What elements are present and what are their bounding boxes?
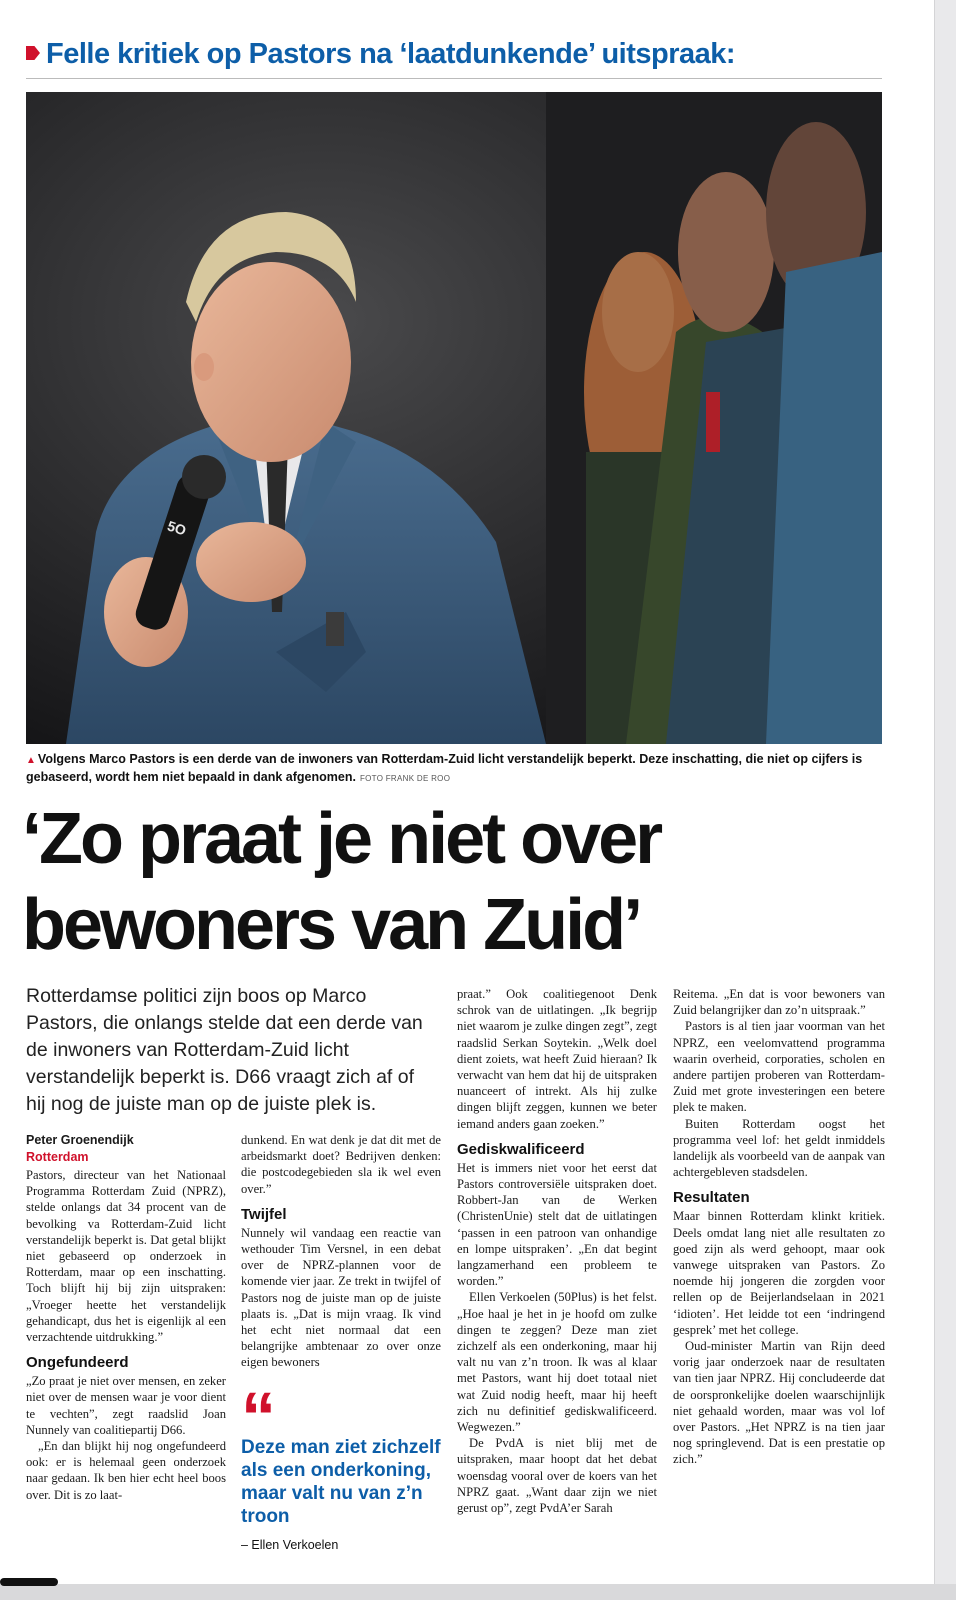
headline-line-1: ‘Zo praat je niet over [22, 799, 661, 879]
home-indicator[interactable] [0, 1578, 58, 1586]
kicker-marker-icon [26, 46, 40, 60]
bottom-edge [0, 1584, 956, 1600]
paragraph: De PvdA is niet blij met de uitspraken, maar hoopt dat het debat woensdag vooral over de koers van het NPRZ gaat. „Want daar zijn we niet gerust op”, zegt PvdA’er Sarah [457, 1436, 657, 1516]
byline-author: Peter Groenendijk [26, 1133, 134, 1147]
photo-credit: FOTO FRANK DE ROO [359, 774, 451, 783]
paragraph: Het is immers niet voor het eerst dat Pastors controversiële uitspraken doet. Robbert-Jan van de Werken (ChristenUnie) stelt dat de uitlatingen ‘passen in een patroon van onhandige en lompe uitspraken’. „En dat begint langzamerhand een probleem te worden.” [457, 1160, 657, 1289]
subhead-gediskwalificeerd: Gediskwalificeerd [457, 1140, 585, 1158]
paragraph: Pastors is al tien jaar voorman van het NPRZ, een veelomvattend programma waarin overheid, corporaties, scholen en andere partijen proberen van Rotterdam-Zuid met grote investeringen een betere plek te maken. [673, 1019, 885, 1115]
paragraph: dunkend. En wat denk je dat dit met de arbeidsmarkt doet? Bedrijven denken: die postcodegebieden sla ik wel even over.” [241, 1133, 441, 1196]
paragraph: Ellen Verkoelen (50Plus) is het felst. „Hoe haal je het in je hoofd om zulke dingen te zeggen? Deze man ziet zichzelf als een onderkoning, maar hij valt nu van z’n troon. Ik was al klaar met Pastors, want hij doet totaal niet wat Zuid nodig heeft, maar hij heeft zich nu definitief gediskwalificeerd. Wegwezen.” [457, 1290, 657, 1435]
column-1 [26, 1167, 226, 1503]
column-2 [241, 1132, 441, 1371]
caption-triangle-icon: ▲ [26, 755, 36, 766]
photo-illustration [26, 92, 882, 744]
paragraph: Maar binnen Rotterdam klinkt kritiek. Deels omdat lang niet alle resultaten zo goed zijn als werd gehoopt, maar ook vanwege uitspraken van Pastors. Zo noemde hij jongeren die zorgden voor rellen op de Beijerlandselaan in 2021 ‘idioten’. Het leidde tot een ‘indringend gesprek’ met het college. [673, 1209, 885, 1337]
column-4 [673, 986, 885, 1468]
microphone-label: 5O [165, 517, 189, 539]
caption-text: Volgens Marco Pastors is een derde van de inwoners van Rotterdam-Zuid licht verstandelijk beperkt. Deze inschatting, die niet op cijfers is gebaseerd, wordt hem niet bepaald in dank afgenomen. [26, 752, 863, 784]
intro-paragraph: Rotterdamse politici zijn boos op Marco Pastors, die onlangs stelde dat een derde van de inwoners van Rotterdam-Zuid licht verstandelijk beperkt is. D66 vraagt zich af of hij nog de juiste man op de juiste plek is. [26, 985, 423, 1115]
paragraph: „En dan blijkt hij nog ongefundeerd ook: er is helemaal geen onderzoek naar gedaan. Ik ben hier echt heel boos over. Dit is zo laat- [26, 1439, 226, 1502]
pull-quote [241, 1378, 441, 1552]
subhead-ongefundeerd: Ongefundeerd [26, 1354, 129, 1372]
paragraph: „Zo praat je niet over mensen, en zeker niet over de mensen waar je voor dient te vechten”, zegt raadslid Joan Nunnely van coalitiepartij D66. [26, 1374, 226, 1437]
subhead-twijfel: Twijfel [241, 1205, 287, 1223]
quote-author: – Ellen Verkoelen [241, 1538, 339, 1552]
paragraph: praat.” Ook coalitiegenoot Denk schrok van de uitlatingen. „Ik begrijp niet waarom je zulke dingen zegt”, zegt raadslid Serkan Soytekin. „Welk doel dient zoiets, wat heeft Zuid hieraan? Ik verwacht van hem dat hij de uitspraken nuanceert of intrekt. Als hij zulke dingen blijft zeggen, kunnen we beter iemand anders gaan zoeken.” [457, 987, 657, 1131]
quote-text: Deze man ziet zichzelf als een onderkoning, maar valt nu van z’n troon [241, 1437, 441, 1527]
photo-caption [26, 751, 886, 787]
byline-place: Rotterdam [26, 1150, 89, 1164]
page-edge [934, 0, 956, 1600]
quote-mark-icon: “ [241, 1378, 276, 1456]
headline-line-2: bewoners van Zuid’ [22, 885, 641, 965]
paragraph: Oud-minister Martin van Rijn deed vorig jaar onderzoek naar de resultaten van tien jaar NPRZ. Hij concludeerde dat de oorspronkelijke doelen waarschijnlijk niet gehaald worden, maar was vol lof over Pastors. „Het NPRZ is na tien jaar nog springlevend. Dat is een prestatie op zich.” [673, 1339, 885, 1467]
paragraph: Nunnely wil vandaag een reactie van wethouder Tim Versnel, in een debat over de NPRZ-plannen voor de komende vier jaar. Ze trekt in twijfel of Pastors nog de juiste man op de juiste plaats is. „Dat is mijn vraag. Ik vind het echt niet normaal dat een belangrijke ambtenaar zo over onze eigen bewoners [241, 1225, 441, 1370]
paragraph: Pastors, directeur van het Nationaal Programma Rotterdam Zuid (NPRZ), stelde onlangs dat 34 procent van de bevolking va Rotterdam-Zuid licht verstandelijk beperkt is. Dat getal blijkt niet gebaseerd op onderzoek in Rotterdam, maar op een inschatting. Toch blijft hij bij zijn uitspraken: „Vroeger heette het verstandelijk gehandicapt, dus het is eigenlijk al een verzachtende uitdrukking.” [26, 1168, 226, 1345]
paragraph: Reitema. „En dat is voor bewoners van Zuid belangrijker dan zo’n uitspraak.” [673, 987, 885, 1018]
kicker-text: Felle kritiek op Pastors na ‘laatdunkende’ uitspraak: [46, 38, 736, 70]
paragraph: Buiten Rotterdam oogst het programma veel lof: het geldt inmiddels landelijk als voorbeeld van de aanpak van achtergebleven stadsdelen. [673, 1116, 885, 1180]
column-3 [457, 986, 657, 1516]
kicker [26, 38, 882, 79]
subhead-resultaten: Resultaten [673, 1189, 750, 1207]
headline [22, 796, 902, 968]
article-photo [26, 92, 882, 744]
